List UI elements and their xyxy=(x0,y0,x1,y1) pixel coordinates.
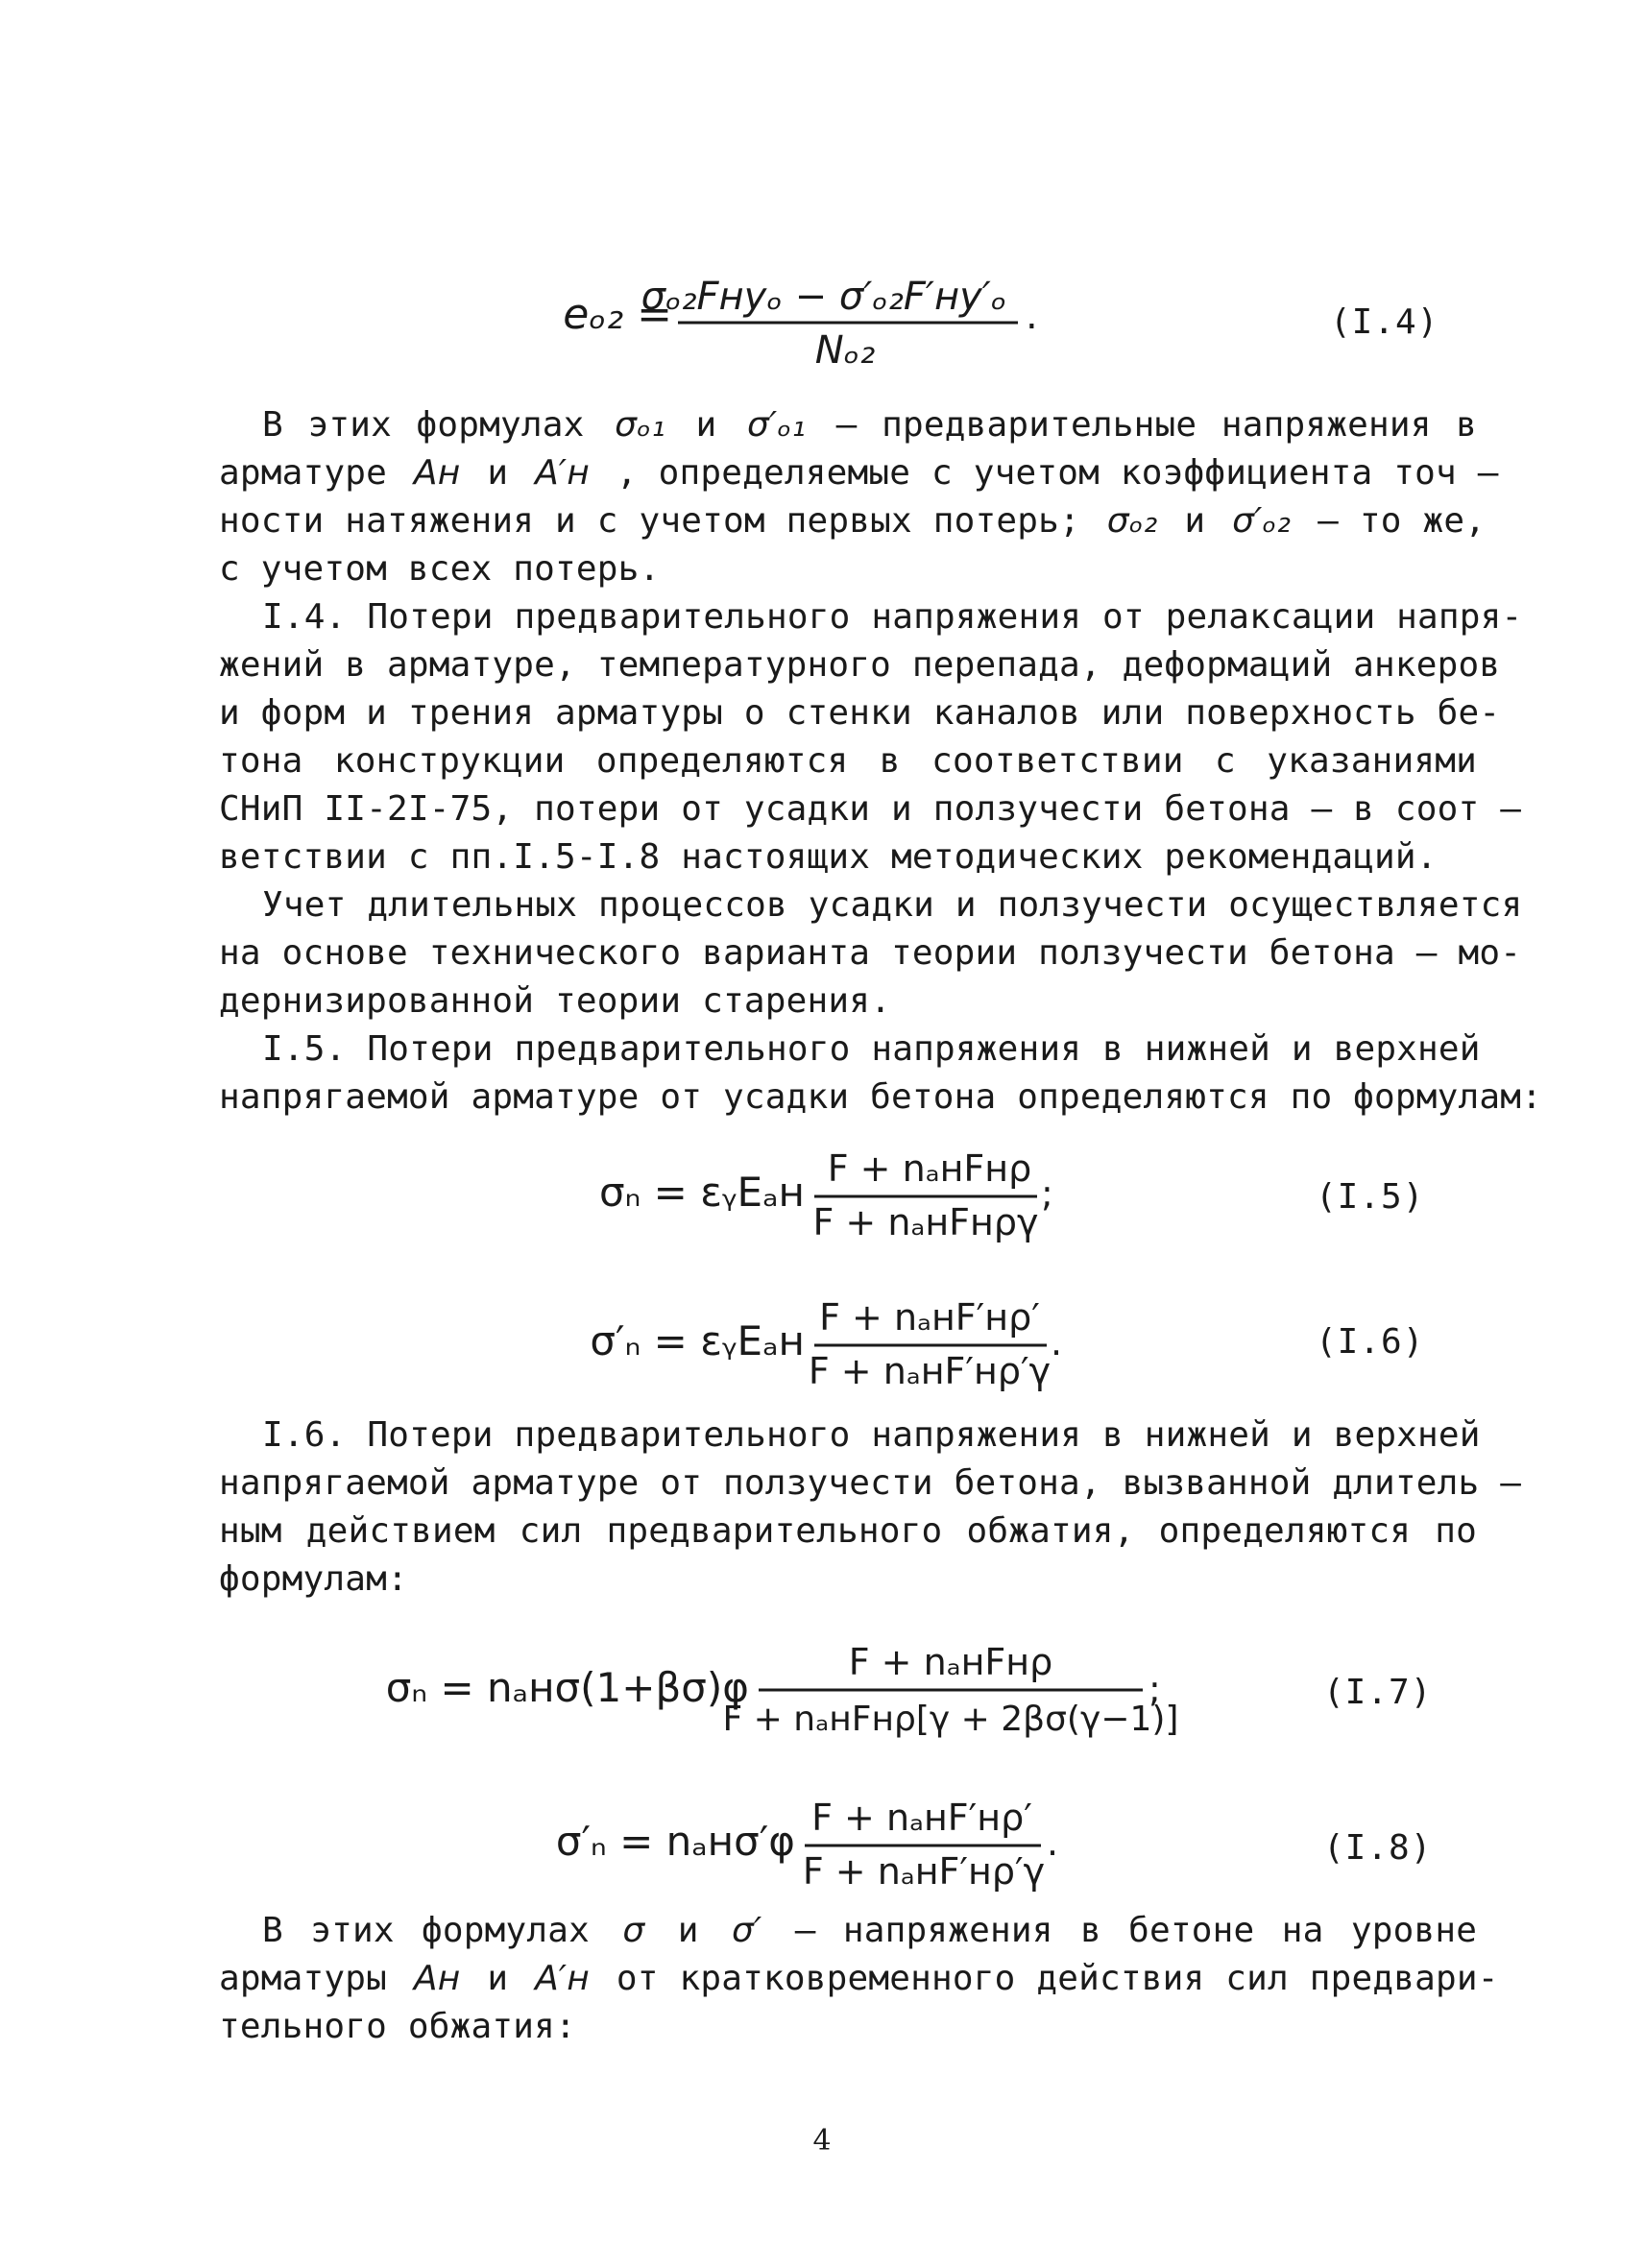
formula-i5-numerator: F + nₐнFнρ xyxy=(827,1147,1032,1190)
formula-i8-numerator: F + nₐнF′нρ′ xyxy=(811,1797,1032,1839)
formula-i7-trail: ; xyxy=(1148,1668,1161,1710)
text-fragment: ности натяжения и с учетом первых потерь; xyxy=(219,501,1080,541)
formula-i8-denominator: F + nₐнF′нρ′γ xyxy=(802,1850,1046,1893)
text-fragment: – напряжения в бетоне на уровне xyxy=(794,1911,1478,1950)
text-line: с учетом всех потерь. xyxy=(219,549,661,589)
symbol-sigma-prime-02: σ′ₒ₂ xyxy=(1232,501,1292,541)
text-line: на основе технического варианта теории ползучести бетона – мо- xyxy=(219,933,1522,973)
formula-i4-lhs: eₒ₂ = xyxy=(563,290,672,339)
symbol-sigma-02: σₒ₂ xyxy=(1106,501,1158,541)
text-line: формулам: xyxy=(219,1559,408,1599)
formula-i4-numerator: σₒ₂Fнyₒ − σ′ₒ₂F′нy′ₒ xyxy=(641,275,1007,319)
paragraph-creep-theory xyxy=(219,881,1523,1025)
paragraph-i5 xyxy=(219,1025,1543,1122)
formula-i8-trail: . xyxy=(1047,1822,1059,1864)
formula-i7-numerator: F + nₐнFнρ xyxy=(848,1641,1053,1683)
formula-i5-lhs: σₙ = εᵧEₐн xyxy=(598,1169,805,1216)
formula-i5-trail: ; xyxy=(1041,1172,1053,1215)
symbol-a-prime-n: A′н xyxy=(535,1959,591,1998)
formula-i6-numerator: F + nₐнF′нρ′ xyxy=(819,1296,1040,1339)
formula-i6 xyxy=(0,1282,1644,1407)
text-line: жений в арматуре, температурного перепада, деформаций анкеров xyxy=(219,645,1501,685)
symbol-a-prime-n: A′н xyxy=(535,453,591,493)
text-line xyxy=(219,497,1487,545)
text-line: напрягаемой арматуре от усадки бетона определяются по формулам: xyxy=(219,1077,1543,1117)
formula-number: (I.5) xyxy=(1316,1177,1425,1217)
text-fragment: арматуры xyxy=(219,1959,387,1998)
formula-i7-lhs: σₙ = nₐнσ(1+βσ)φ xyxy=(385,1664,749,1711)
text-line: СНиП II-2I-75, потери от усадки и ползучести бетона – в соот – xyxy=(219,789,1522,829)
text-fragment: – то же, xyxy=(1318,501,1487,541)
formula-i4 xyxy=(0,250,1644,374)
formula-number: (I.8) xyxy=(1323,1828,1433,1868)
formula-i8-lhs: σ′ₙ = nₐнσ′φ xyxy=(555,1818,795,1865)
formula-i4-trail: . xyxy=(1026,294,1038,338)
formula-i5 xyxy=(0,1133,1644,1258)
text-line xyxy=(219,401,1477,449)
formula-i6-lhs: σ′ₙ = εᵧEₐн xyxy=(590,1317,805,1364)
text-line: тона конструкции определяются в соответствии с указаниями xyxy=(219,741,1477,781)
formula-i8 xyxy=(0,1776,1644,1901)
formula-number: (I.6) xyxy=(1316,1322,1425,1362)
text-line: дернизированной теории старения. xyxy=(219,981,891,1021)
text-fragment: и xyxy=(1184,501,1206,541)
text-line: Учет длительных процессов усадки и ползучести осуществляется xyxy=(262,885,1523,925)
formula-i7-denominator: F + nₐнFнρ[γ + 2βσ(γ−1)] xyxy=(722,1700,1179,1739)
paragraph-definitions-2 xyxy=(219,1907,1499,2051)
page-number: 4 xyxy=(812,2124,832,2158)
paragraph-i4 xyxy=(219,593,1523,881)
text-fragment: арматуре xyxy=(219,453,387,493)
text-line: I.5. Потери предварительного напряжения в нижней и верхней xyxy=(262,1029,1481,1069)
text-fragment: В этих формулах xyxy=(262,1911,591,1950)
text-fragment: и xyxy=(487,453,509,493)
formula-i5-denominator: F + nₐнFнργ xyxy=(812,1201,1039,1243)
symbol-sigma: σ xyxy=(622,1911,645,1950)
text-line: тельного обжатия: xyxy=(219,2007,576,2046)
text-fragment: В этих формулах xyxy=(262,405,585,445)
text-line: и форм и трения арматуры о стенки каналов или поверхность бе- xyxy=(219,693,1501,733)
formula-i7 xyxy=(0,1623,1644,1748)
text-fragment: , определяемые с учетом коэффициента точ – xyxy=(616,453,1499,493)
formula-i6-trail: . xyxy=(1051,1321,1063,1363)
text-line: I.4. Потери предварительного напряжения от релаксации напря- xyxy=(262,597,1523,637)
text-line: напрягаемой арматуре от ползучести бетона, вызванной длитель – xyxy=(219,1463,1522,1503)
text-fragment: – предварительные напряжения в xyxy=(835,405,1478,445)
text-line xyxy=(219,1907,1477,1955)
text-fragment: и xyxy=(487,1959,509,1998)
text-line xyxy=(219,449,1499,497)
text-fragment: и xyxy=(695,405,717,445)
symbol-a-n: Aн xyxy=(413,453,461,493)
formula-i4-denominator: Nₒ₂ xyxy=(814,328,876,373)
paragraph-definitions-1 xyxy=(219,401,1499,593)
text-fragment: и xyxy=(677,1911,699,1950)
symbol-sigma-prime: σ′ xyxy=(731,1911,762,1950)
symbol-sigma-prime-01: σ′ₒ₁ xyxy=(746,405,807,445)
text-line xyxy=(219,1955,1499,2003)
paragraph-i6 xyxy=(219,1411,1522,1604)
formula-i6-denominator: F + nₐнF′нρ′γ xyxy=(808,1350,1052,1392)
symbol-a-n: Aн xyxy=(413,1959,461,1998)
text-line: ветствии с пп.I.5-I.8 настоящих методических рекомендаций. xyxy=(219,837,1438,877)
formula-number: (I.7) xyxy=(1323,1673,1433,1712)
text-line: ным действием сил предварительного обжатия, определяются по xyxy=(219,1511,1477,1551)
text-line: I.6. Потери предварительного напряжения в нижней и верхней xyxy=(262,1415,1481,1455)
text-fragment: от кратковременного действия сил предвари- xyxy=(616,1959,1499,1998)
symbol-sigma-01: σₒ₁ xyxy=(615,405,665,445)
formula-number: (I.4) xyxy=(1330,302,1439,342)
